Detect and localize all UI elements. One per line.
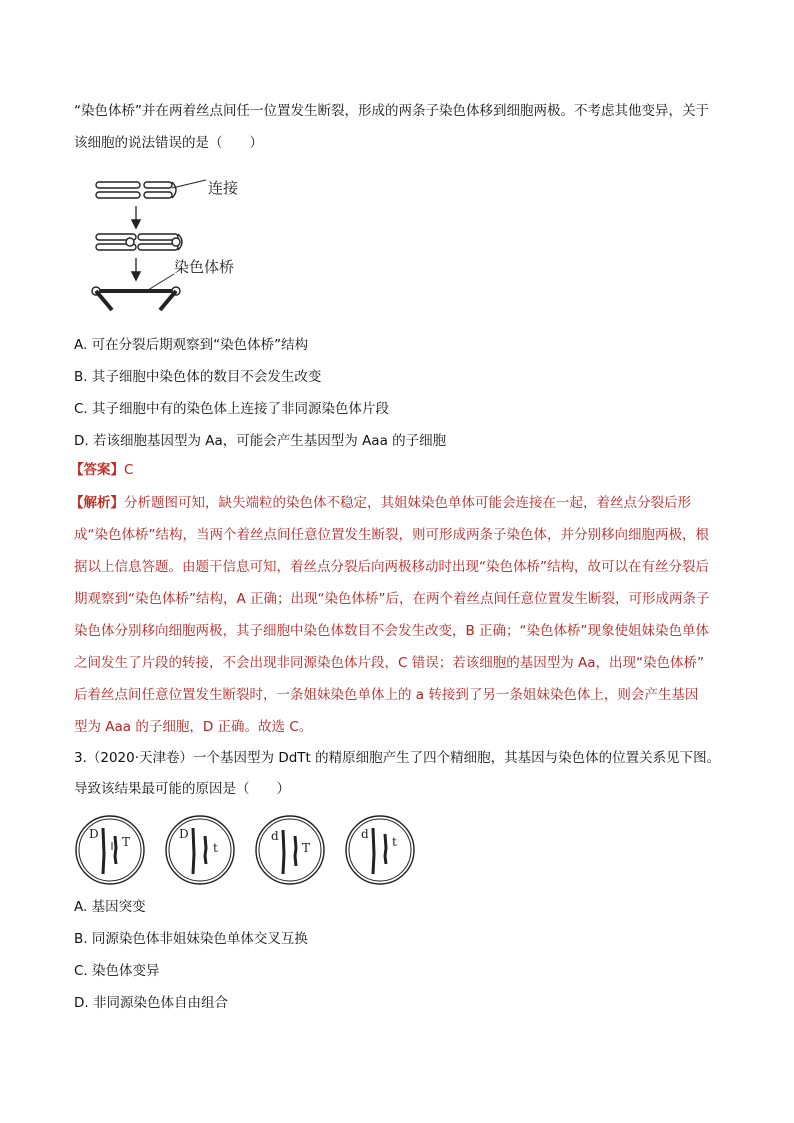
cell3-right-gene: T bbox=[302, 841, 311, 855]
connected-chromosome bbox=[96, 182, 176, 198]
sperm-cell-2 bbox=[166, 816, 234, 884]
analysis-text-1: 分析题图可知，缺失端粒的染色体不稳定，其姐妹染色单体可能会连接在一起，着丝点分裂后形 bbox=[124, 495, 691, 511]
q2-stem-line2: 该细胞的说法错误的是（ ） bbox=[74, 135, 263, 151]
sperm-cell-3 bbox=[256, 816, 324, 884]
q2-stem-line1: “染色体桥”并在两着丝点间任一位置发生断裂，形成的两条子染色体移到细胞两极。不考虑其他变异，关于 bbox=[74, 103, 709, 119]
q3-option-b: B. 同源染色体非姐妹染色单体交叉互换 bbox=[74, 931, 308, 947]
q3-stem-line1: 3.（2020·天津卷）一个基因型为 DdTt 的精原细胞产生了四个精细胞，其基因与染色体的位置关系见下图。 bbox=[74, 750, 721, 766]
sperm-cell-4 bbox=[346, 816, 414, 884]
q2-option-c: C. 其子细胞中有的染色体上连接了非同源染色体片段 bbox=[74, 401, 390, 417]
analysis-line-8: 型为 Aaa 的子细胞，D 正确。故选 C。 bbox=[74, 719, 313, 735]
chromosome-bridge bbox=[92, 287, 180, 310]
sperm-cells-figure bbox=[72, 812, 432, 888]
q3-option-c: C. 染色体变异 bbox=[74, 963, 160, 979]
cell2-left-gene: D bbox=[179, 827, 189, 841]
q2-option-b: B. 其子细胞中染色体的数目不会发生改变 bbox=[74, 369, 322, 385]
analysis-line-2: 成“染色体桥”结构，当两个着丝点间任意位置发生断裂，则可形成两条子染色体，并分别移向细胞两极，根 bbox=[74, 527, 709, 543]
chromosome-bridge-figure bbox=[88, 168, 278, 318]
sperm-cell-1 bbox=[76, 816, 144, 884]
dicentric-chromosome bbox=[96, 234, 182, 250]
analysis-line-1 bbox=[70, 493, 691, 513]
q3-option-d: D. 非同源染色体自由组合 bbox=[74, 995, 228, 1011]
arrow-head-icon bbox=[132, 220, 140, 228]
label-bridge: 染色体桥 bbox=[174, 258, 235, 276]
q2-option-a: A. 可在分裂后期观察到“染色体桥”结构 bbox=[74, 337, 309, 353]
analysis-line-4: 期观察到“染色体桥”结构，A 正确；出现“染色体桥”后，在两个着丝点间任意位置发生断裂，可形成两条子 bbox=[74, 591, 710, 607]
q2-answer bbox=[70, 460, 133, 480]
analysis-line-5: 染色体分别移向细胞两极，其子细胞中染色体数目不会发生改变，B 正确；“染色体桥”现象使姐妹染色单体 bbox=[74, 623, 710, 639]
answer-value: C bbox=[124, 462, 134, 478]
arrow-head-icon bbox=[132, 272, 140, 280]
analysis-line-6: 之间发生了片段的转接，不会出现非同源染色体片段，C 错误；若该细胞的基因型为 Aa，出现“染色体桥” bbox=[74, 655, 705, 671]
analysis-line-3: 据以上信息答题。由题干信息可知，着丝点分裂后向两极移动时出现“染色体桥”结构，故可以在有丝分裂后 bbox=[74, 559, 709, 575]
cell4-right-gene: t bbox=[392, 835, 397, 849]
label-connect: 连接 bbox=[208, 179, 239, 197]
q2-option-d: D. 若该细胞基因型为 Aa，可能会产生基因型为 Aaa 的子细胞 bbox=[74, 433, 447, 449]
cell3-left-gene: d bbox=[271, 829, 279, 843]
cell1-right-gene: T bbox=[122, 835, 131, 849]
q3-option-a: A. 基因突变 bbox=[74, 899, 146, 915]
answer-label: 【答案】 bbox=[70, 462, 124, 478]
analysis-label: 【解析】 bbox=[70, 495, 124, 511]
q3-stem-line2: 导致该结果最可能的原因是（ ） bbox=[74, 781, 290, 797]
cell2-right-gene: t bbox=[213, 841, 218, 855]
cell4-left-gene: d bbox=[361, 827, 369, 841]
bridge-pointer bbox=[148, 274, 174, 290]
connect-pointer bbox=[172, 180, 206, 188]
cell1-left-gene: D bbox=[89, 827, 99, 841]
analysis-line-7: 后着丝点间任意位置发生断裂时，一条姐妹染色单体上的 a 转接到了另一条姐妹染色体上，则会产生基因 bbox=[74, 687, 699, 703]
